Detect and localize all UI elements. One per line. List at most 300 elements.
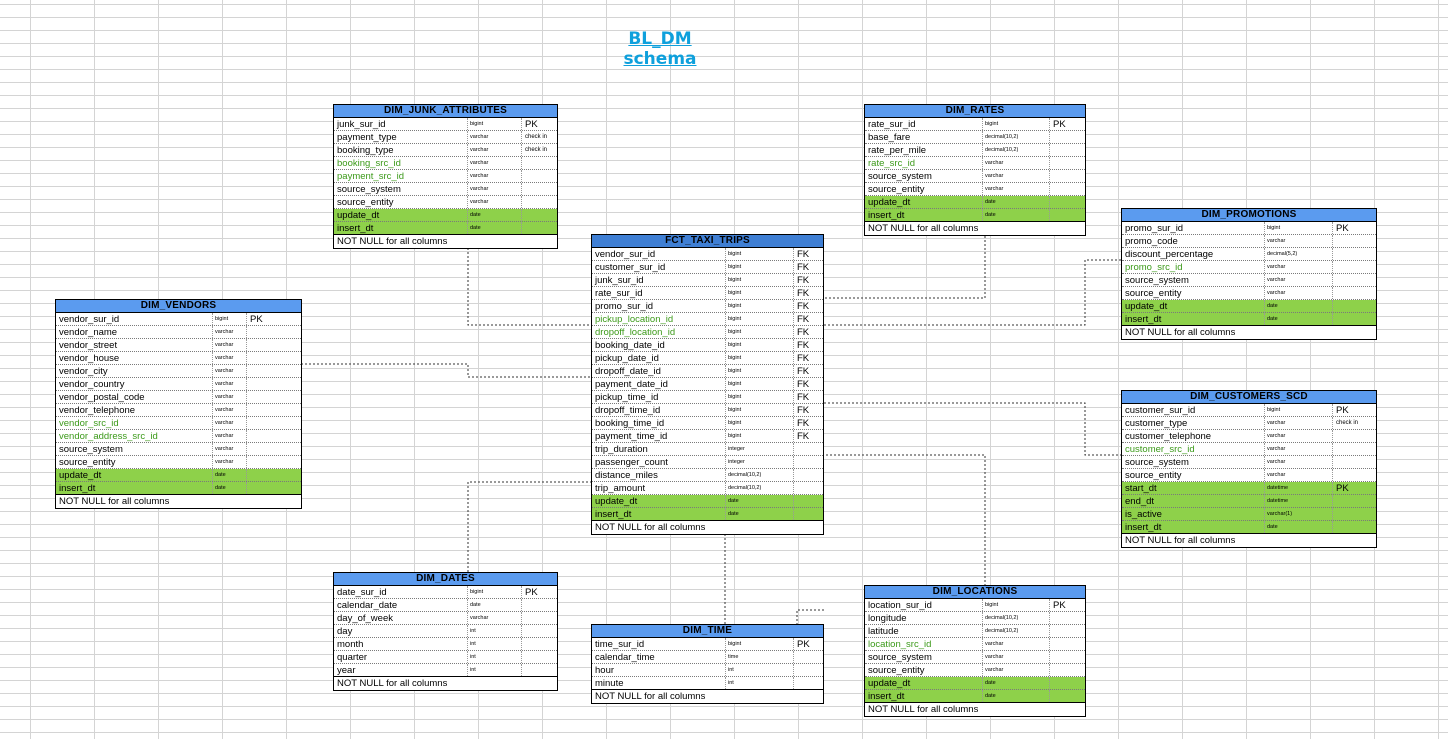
column-key — [247, 456, 301, 468]
column-name: payment_date_id — [592, 378, 726, 390]
column-key: FK — [797, 327, 810, 338]
column-row — [592, 651, 823, 664]
column-type: bigint — [726, 378, 794, 390]
column-key — [1050, 170, 1085, 182]
column-row — [56, 404, 301, 417]
column-name: source_entity — [56, 456, 213, 468]
column-type: varchar — [1265, 443, 1333, 455]
column-row — [592, 404, 823, 417]
column-row — [592, 248, 823, 261]
column-name: vendor_city — [56, 365, 213, 377]
column-type: varchar — [213, 339, 247, 351]
column-key — [522, 638, 557, 650]
column-type: date — [1265, 300, 1333, 312]
column-type: bigint — [468, 586, 522, 598]
column-row — [1122, 495, 1376, 508]
column-type: datetime — [1265, 482, 1333, 494]
column-name: vendor_src_id — [56, 417, 213, 429]
column-type: varchar — [213, 365, 247, 377]
column-key — [247, 469, 301, 481]
column-row — [1122, 404, 1376, 417]
column-key — [522, 170, 557, 182]
connector-vendors-fact — [301, 364, 592, 377]
column-name: dropoff_date_id — [592, 365, 726, 377]
column-type: varchar — [213, 391, 247, 403]
column-name: day — [334, 625, 468, 637]
column-type: bigint — [726, 339, 794, 351]
column-row — [334, 638, 557, 651]
column-name: passenger_count — [592, 456, 726, 468]
table-note: NOT NULL for all columns — [1125, 327, 1236, 338]
column-type: date — [213, 469, 247, 481]
column-name: pickup_time_id — [592, 391, 726, 403]
connector-time-fact-2 — [797, 610, 824, 624]
column-key: FK — [797, 275, 810, 286]
column-row — [334, 612, 557, 625]
column-key — [522, 599, 557, 611]
column-type: bigint — [726, 287, 794, 299]
table-header: DIM_CUSTOMERS_SCD — [1122, 391, 1376, 404]
connector-locations-fact — [824, 455, 985, 586]
column-type: bigint — [726, 365, 794, 377]
column-name: start_dt — [1122, 482, 1265, 494]
column-type: bigint — [726, 638, 794, 650]
column-name: source_entity — [865, 664, 983, 676]
column-name: payment_src_id — [334, 170, 468, 182]
column-key: FK — [797, 314, 810, 325]
column-type: varchar — [983, 638, 1050, 650]
column-row — [865, 170, 1085, 183]
column-type: decimal(10,2) — [983, 612, 1050, 624]
column-type: date — [726, 508, 794, 520]
column-key — [1333, 248, 1376, 260]
column-key — [522, 209, 557, 221]
column-name: is_active — [1122, 508, 1265, 520]
column-row — [1122, 443, 1376, 456]
table-fct-taxi-trips — [591, 234, 824, 535]
table-dim-rates — [864, 104, 1086, 236]
column-row — [1122, 235, 1376, 248]
table-note: NOT NULL for all columns — [59, 496, 170, 507]
column-type: varchar — [213, 430, 247, 442]
column-key — [522, 183, 557, 195]
column-name: customer_sur_id — [592, 261, 726, 273]
column-name: update_dt — [865, 196, 983, 208]
column-key — [1050, 677, 1085, 689]
column-type: date — [983, 690, 1050, 702]
column-name: discount_percentage — [1122, 248, 1265, 260]
column-name: longitude — [865, 612, 983, 624]
column-name: vendor_house — [56, 352, 213, 364]
column-name: customer_type — [1122, 417, 1265, 429]
table-header: DIM_JUNK_ATTRIBUTES — [334, 105, 557, 118]
column-key: FK — [797, 353, 810, 364]
column-row — [1122, 274, 1376, 287]
column-type: bigint — [726, 261, 794, 273]
column-name: source_system — [865, 651, 983, 663]
column-row — [334, 170, 557, 183]
column-type: varchar — [213, 326, 247, 338]
column-type: bigint — [1265, 222, 1333, 234]
column-key: PK — [1053, 600, 1066, 611]
column-row — [592, 508, 823, 521]
column-type: date — [983, 209, 1050, 221]
column-row — [865, 625, 1085, 638]
column-type: varchar — [1265, 287, 1333, 299]
column-row — [592, 430, 823, 443]
column-key: FK — [797, 392, 810, 403]
column-key — [247, 482, 301, 494]
column-row — [865, 196, 1085, 209]
column-name: dropoff_time_id — [592, 404, 726, 416]
column-key: FK — [797, 405, 810, 416]
column-key: FK — [797, 431, 810, 442]
column-name: update_dt — [1122, 300, 1265, 312]
column-row — [592, 326, 823, 339]
column-row — [865, 638, 1085, 651]
column-type: date — [213, 482, 247, 494]
column-type: varchar — [468, 144, 522, 156]
column-row — [865, 144, 1085, 157]
column-name: base_fare — [865, 131, 983, 143]
column-row — [592, 417, 823, 430]
column-type: decimal(10,2) — [983, 144, 1050, 156]
column-type: date — [468, 222, 522, 234]
column-key — [794, 443, 823, 455]
column-type: bigint — [726, 274, 794, 286]
column-type: bigint — [726, 352, 794, 364]
column-type: date — [1265, 521, 1333, 533]
column-name: payment_type — [334, 131, 468, 143]
column-type: integer — [726, 456, 794, 468]
column-name: pickup_date_id — [592, 352, 726, 364]
table-dim-locations — [864, 585, 1086, 717]
column-name: insert_dt — [865, 690, 983, 702]
column-key: FK — [797, 379, 810, 390]
column-type: bigint — [726, 430, 794, 442]
column-row — [334, 651, 557, 664]
column-row — [56, 365, 301, 378]
column-name: quarter — [334, 651, 468, 663]
column-key — [794, 651, 823, 663]
column-type: int — [468, 664, 522, 676]
column-name: insert_dt — [56, 482, 213, 494]
column-key — [1050, 612, 1085, 624]
column-type: decimal(10,2) — [726, 469, 794, 481]
column-type: bigint — [213, 313, 247, 325]
column-name: location_sur_id — [865, 599, 983, 611]
diagram-title: BL_DM schema — [623, 29, 697, 69]
column-name: minute — [592, 677, 726, 689]
column-name: vendor_country — [56, 378, 213, 390]
column-type: varchar — [1265, 417, 1333, 429]
column-key — [794, 456, 823, 468]
column-row — [592, 391, 823, 404]
column-name: end_dt — [1122, 495, 1265, 507]
column-row — [334, 118, 557, 131]
column-key — [247, 378, 301, 390]
column-row — [56, 443, 301, 456]
column-key — [794, 495, 823, 507]
column-row — [865, 664, 1085, 677]
column-key — [1333, 313, 1376, 325]
column-type: varchar — [468, 131, 522, 143]
column-key — [1050, 196, 1085, 208]
column-key: check in — [525, 134, 548, 140]
column-row — [592, 495, 823, 508]
connector-junk-fact — [468, 248, 592, 325]
column-key — [247, 443, 301, 455]
column-name: customer_src_id — [1122, 443, 1265, 455]
table-note: NOT NULL for all columns — [1125, 535, 1236, 546]
table-header: DIM_PROMOTIONS — [1122, 209, 1376, 222]
column-row — [865, 612, 1085, 625]
column-row — [334, 222, 557, 235]
column-name: source_entity — [334, 196, 468, 208]
column-row — [865, 157, 1085, 170]
column-row — [334, 625, 557, 638]
column-row — [592, 300, 823, 313]
column-name: rate_sur_id — [865, 118, 983, 130]
column-key — [1050, 183, 1085, 195]
column-name: dropoff_location_id — [592, 326, 726, 338]
column-key — [522, 651, 557, 663]
column-type: varchar — [213, 456, 247, 468]
column-type: date — [468, 209, 522, 221]
column-type: time — [726, 651, 794, 663]
column-key — [1333, 508, 1376, 520]
column-type: bigint — [468, 118, 522, 130]
table-header: DIM_LOCATIONS — [865, 586, 1085, 599]
column-key — [247, 404, 301, 416]
column-key: FK — [797, 288, 810, 299]
column-name: vendor_sur_id — [56, 313, 213, 325]
table-header: FCT_TAXI_TRIPS — [592, 235, 823, 248]
connector-promotions-fact — [824, 260, 1121, 325]
column-type: bigint — [726, 248, 794, 260]
column-type: decimal(5,2) — [1265, 248, 1333, 260]
column-row — [56, 339, 301, 352]
column-row — [1122, 508, 1376, 521]
column-row — [334, 131, 557, 144]
column-type: varchar — [983, 664, 1050, 676]
column-key: FK — [797, 418, 810, 429]
column-type: varchar(1) — [1265, 508, 1333, 520]
column-name: source_entity — [1122, 287, 1265, 299]
column-row — [334, 183, 557, 196]
column-name: source_system — [334, 183, 468, 195]
column-name: update_dt — [56, 469, 213, 481]
column-key — [1333, 430, 1376, 442]
column-key — [1333, 456, 1376, 468]
column-type: varchar — [1265, 274, 1333, 286]
column-key — [1333, 521, 1376, 533]
column-key — [247, 365, 301, 377]
column-key — [522, 612, 557, 624]
table-dim-time — [591, 624, 824, 704]
column-key — [1333, 443, 1376, 455]
column-name: booking_type — [334, 144, 468, 156]
column-type: integer — [726, 443, 794, 455]
column-row — [592, 482, 823, 495]
column-key — [1050, 651, 1085, 663]
table-note: NOT NULL for all columns — [337, 678, 448, 689]
column-key — [794, 469, 823, 481]
column-row — [865, 131, 1085, 144]
column-type: varchar — [213, 404, 247, 416]
column-row — [1122, 469, 1376, 482]
column-key — [1333, 287, 1376, 299]
column-name: location_src_id — [865, 638, 983, 650]
column-name: junk_sur_id — [334, 118, 468, 130]
table-dim-promotions — [1121, 208, 1377, 340]
column-type: varchar — [468, 183, 522, 195]
column-name: insert_dt — [592, 508, 726, 520]
column-name: update_dt — [592, 495, 726, 507]
column-type: bigint — [983, 118, 1050, 130]
column-type: varchar — [213, 417, 247, 429]
column-row — [1122, 287, 1376, 300]
column-key: FK — [797, 366, 810, 377]
column-type: decimal(10,2) — [983, 131, 1050, 143]
column-key — [794, 482, 823, 494]
table-header: DIM_VENDORS — [56, 300, 301, 313]
column-row — [334, 144, 557, 157]
column-type: varchar — [983, 157, 1050, 169]
column-type: bigint — [983, 599, 1050, 611]
column-name: year — [334, 664, 468, 676]
column-name: trip_amount — [592, 482, 726, 494]
column-row — [1122, 521, 1376, 534]
column-key — [247, 352, 301, 364]
column-type: bigint — [726, 300, 794, 312]
column-name: source_entity — [865, 183, 983, 195]
column-key — [247, 417, 301, 429]
column-type: varchar — [468, 157, 522, 169]
column-type: int — [726, 664, 794, 676]
column-row — [865, 183, 1085, 196]
column-name: source_system — [56, 443, 213, 455]
column-key — [1050, 664, 1085, 676]
column-type: varchar — [213, 378, 247, 390]
column-type: int — [468, 625, 522, 637]
column-name: promo_code — [1122, 235, 1265, 247]
column-type: bigint — [726, 391, 794, 403]
column-key — [522, 222, 557, 234]
column-type: bigint — [1265, 404, 1333, 416]
column-type: varchar — [983, 651, 1050, 663]
column-name: date_sur_id — [334, 586, 468, 598]
column-type: varchar — [1265, 430, 1333, 442]
column-key — [1333, 495, 1376, 507]
column-type: varchar — [1265, 456, 1333, 468]
column-row — [865, 651, 1085, 664]
column-row — [56, 326, 301, 339]
column-type: varchar — [1265, 469, 1333, 481]
column-type: bigint — [726, 417, 794, 429]
column-name: vendor_telephone — [56, 404, 213, 416]
column-name: vendor_postal_code — [56, 391, 213, 403]
column-key: PK — [1336, 483, 1349, 494]
connector-rates-fact — [824, 236, 985, 298]
column-name: source_system — [865, 170, 983, 182]
column-type: date — [468, 599, 522, 611]
column-name: vendor_name — [56, 326, 213, 338]
column-key: check in — [525, 147, 548, 153]
column-name: update_dt — [865, 677, 983, 689]
column-name: rate_sur_id — [592, 287, 726, 299]
column-row — [865, 599, 1085, 612]
column-type: varchar — [213, 443, 247, 455]
column-row — [334, 599, 557, 612]
table-note: NOT NULL for all columns — [595, 691, 706, 702]
column-key — [247, 430, 301, 442]
column-name: month — [334, 638, 468, 650]
column-key — [1050, 638, 1085, 650]
column-name: insert_dt — [1122, 313, 1265, 325]
column-type: date — [1265, 313, 1333, 325]
column-key: PK — [250, 314, 263, 325]
column-key — [1333, 469, 1376, 481]
column-type: date — [983, 677, 1050, 689]
column-key: PK — [525, 119, 538, 130]
column-type: varchar — [1265, 261, 1333, 273]
column-row — [56, 352, 301, 365]
column-name: promo_src_id — [1122, 261, 1265, 273]
column-row — [865, 690, 1085, 703]
column-row — [1122, 248, 1376, 261]
column-key — [247, 339, 301, 351]
column-key — [1333, 261, 1376, 273]
column-row — [592, 664, 823, 677]
column-name: trip_duration — [592, 443, 726, 455]
table-note: NOT NULL for all columns — [337, 236, 448, 247]
column-type: decimal(10,2) — [726, 482, 794, 494]
column-name: insert_dt — [1122, 521, 1265, 533]
column-name: calendar_date — [334, 599, 468, 611]
column-row — [592, 456, 823, 469]
column-row — [56, 313, 301, 326]
table-dim-vendors — [55, 299, 302, 509]
column-row — [56, 391, 301, 404]
column-name: hour — [592, 664, 726, 676]
table-header: DIM_TIME — [592, 625, 823, 638]
column-key — [522, 157, 557, 169]
column-type: varchar — [468, 170, 522, 182]
table-dim-customers-scd — [1121, 390, 1377, 548]
column-name: junk_sur_id — [592, 274, 726, 286]
column-name: promo_sur_id — [1122, 222, 1265, 234]
column-name: payment_time_id — [592, 430, 726, 442]
column-key — [1050, 131, 1085, 143]
column-key — [1333, 235, 1376, 247]
column-row — [334, 209, 557, 222]
column-name: customer_telephone — [1122, 430, 1265, 442]
column-key — [247, 326, 301, 338]
column-row — [1122, 313, 1376, 326]
column-key — [794, 677, 823, 689]
column-row — [592, 287, 823, 300]
column-row — [865, 209, 1085, 222]
column-type: decimal(10,2) — [983, 625, 1050, 637]
column-name: insert_dt — [334, 222, 468, 234]
column-key — [794, 664, 823, 676]
column-name: vendor_street — [56, 339, 213, 351]
column-name: customer_sur_id — [1122, 404, 1265, 416]
column-row — [334, 157, 557, 170]
column-row — [592, 469, 823, 482]
column-row — [334, 196, 557, 209]
